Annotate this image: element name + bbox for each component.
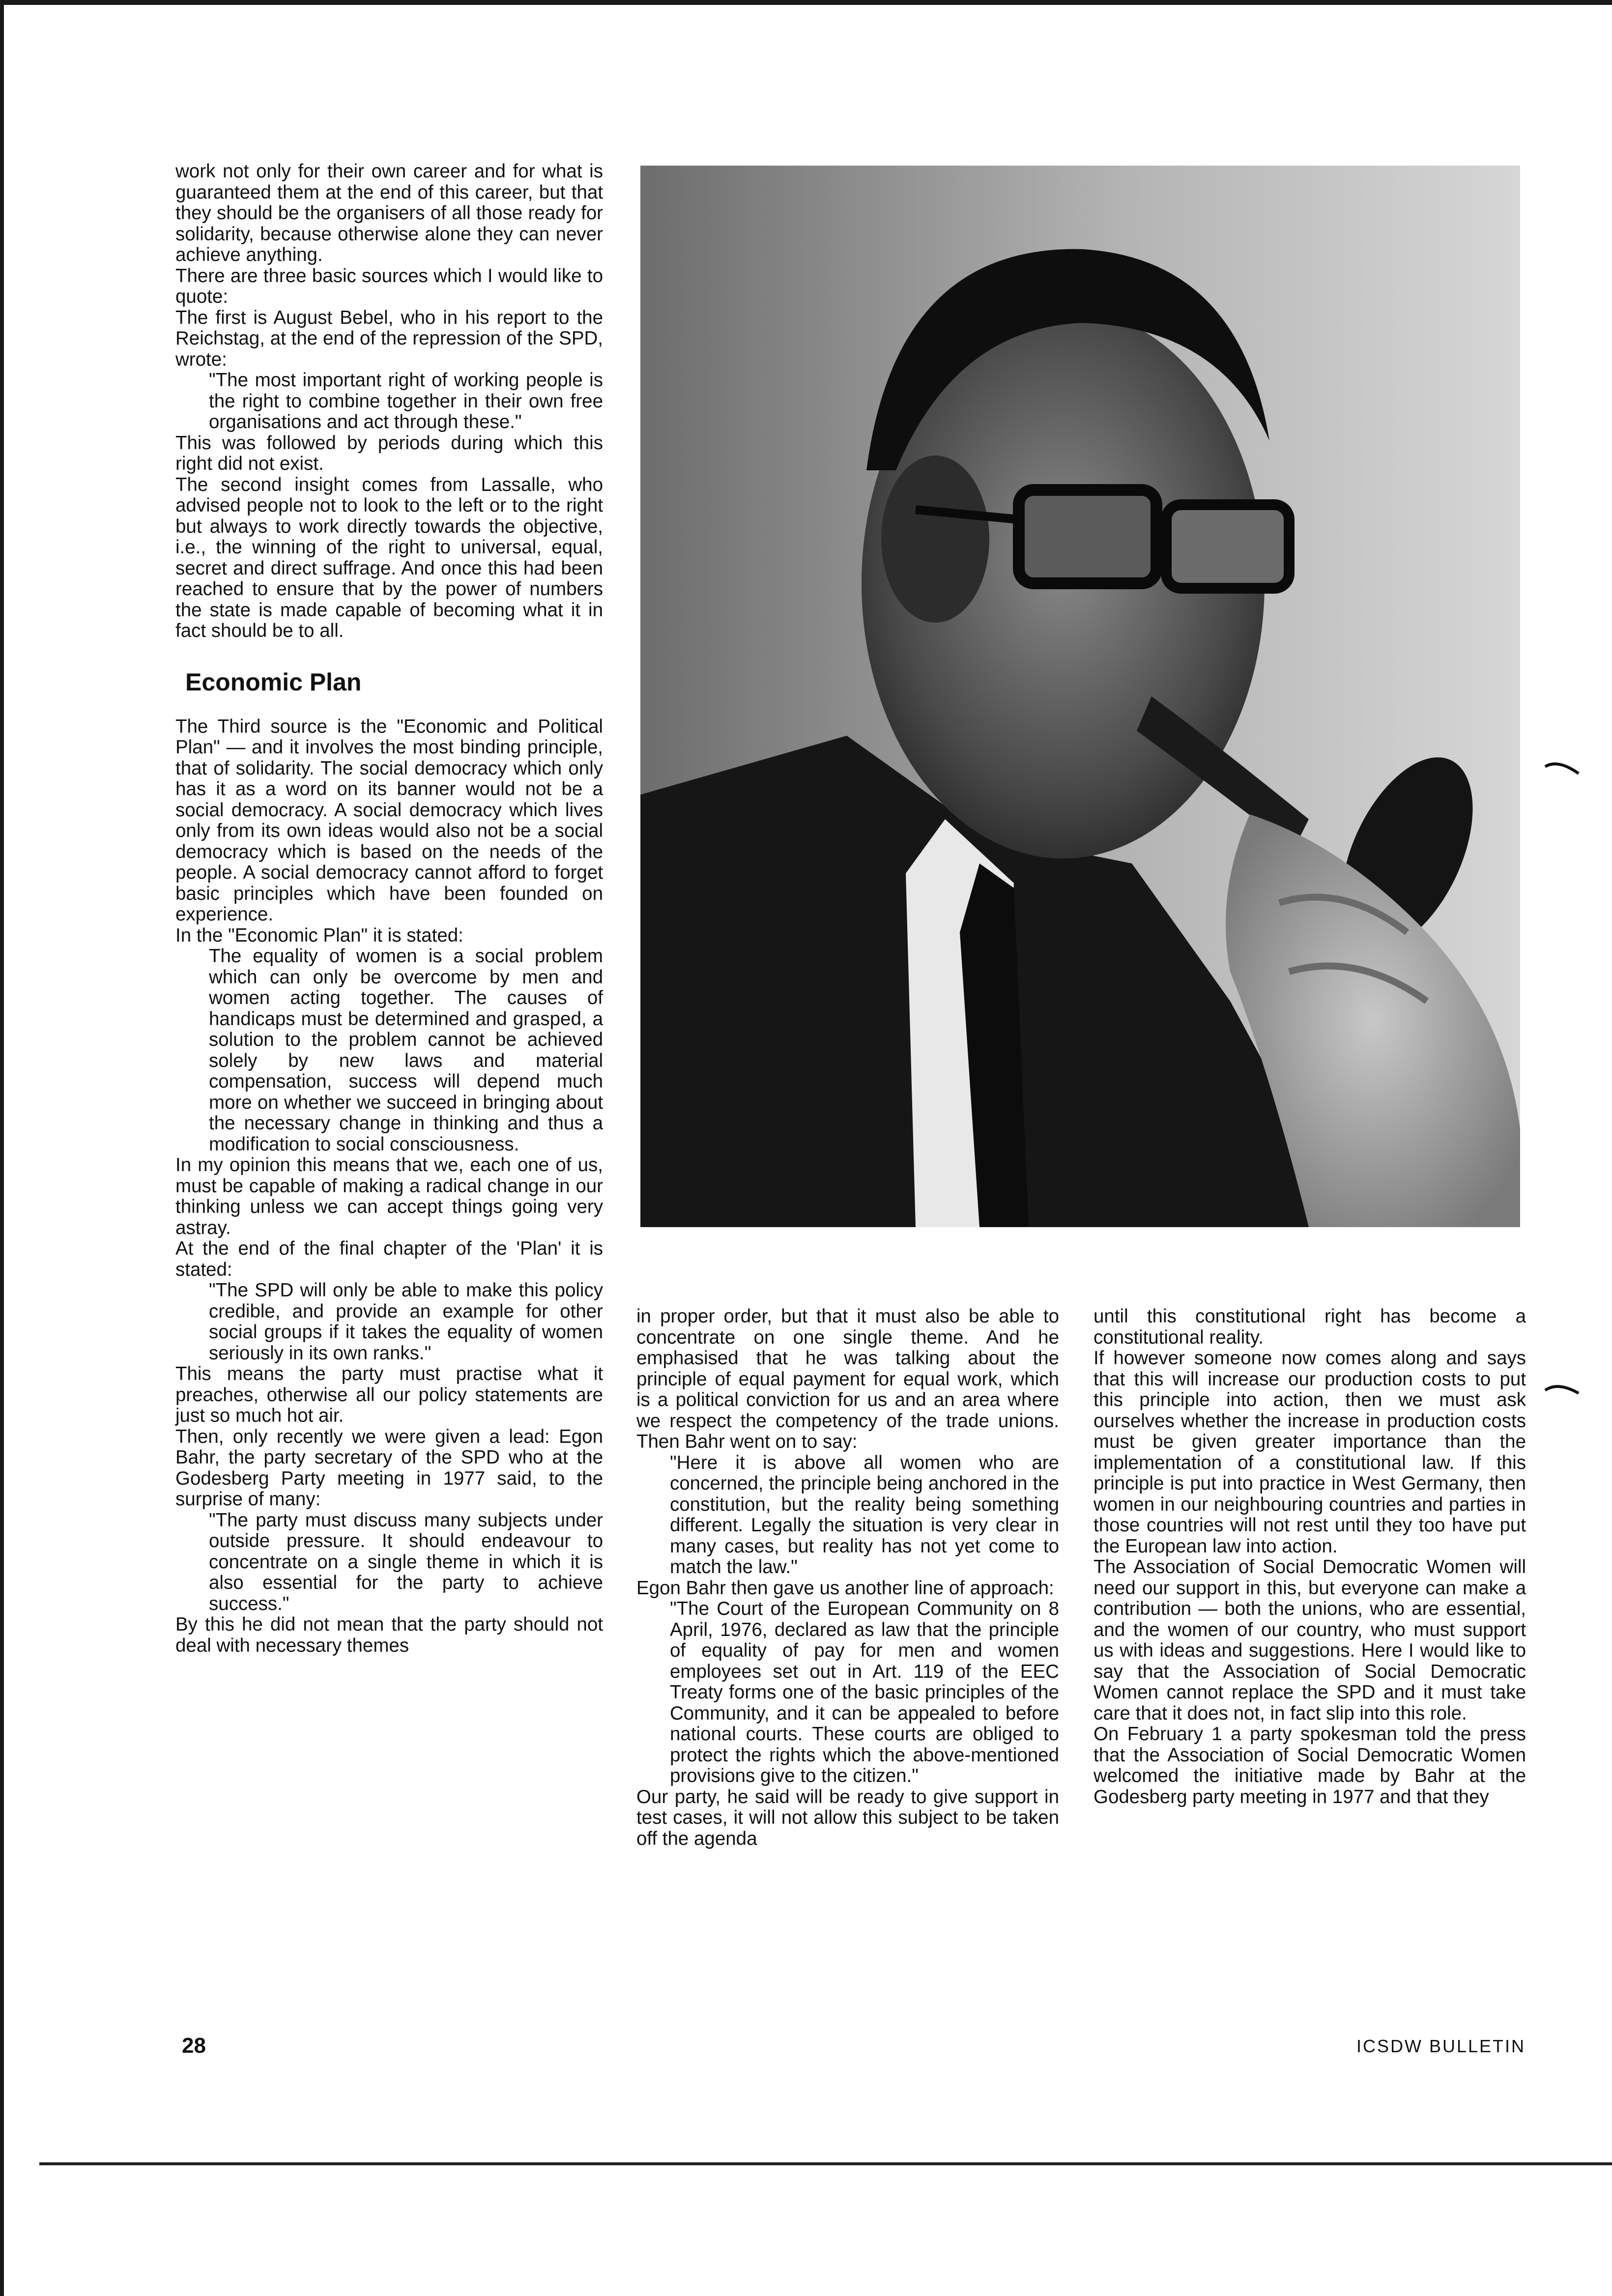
paragraph: At the end of the final chapter of the 'Plan' it is stated: xyxy=(175,1238,603,1280)
paragraph: In the "Economic Plan" it is stated: xyxy=(175,924,463,946)
block-quote: "The most important right of working people is the right to combine together in their own free organisations and act through these." xyxy=(209,370,603,432)
block-quote: "The Court of the European Community on 8 April, 1976, declared as law that the principle of equality of pay for men and women employees set out in Art. 119 of the EEC Treaty forms one of the basic principles of the Community, and it can be appealed to before national courts. These courts are obliged to protect the rights which the above-mentioned provisions give to the citizen." xyxy=(670,1598,1059,1786)
block-quote: The equality of women is a social problem which can only be overcome by men and women acting together. The causes of handicaps must be determined and grasped, a solution to the problem cannot be achieved solely by new laws and material compensation, success will depend much more on whether we succeed in bringing about the necessary change in thinking and thus a modification to social consciousness. xyxy=(209,946,603,1155)
section-heading: Economic Plan xyxy=(185,668,362,696)
paragraph: The Third source is the "Economic and Political Plan" — and it involves the most binding principle, that of solidarity. The social democracy which only has it as a word on its banner would not be a social democracy. A social democracy which lives only from its own ideas would also not be a social democracy which is based on the needs of the people. A social democracy cannot afford to forget basic principles which have been founded on experience. xyxy=(175,716,603,925)
paragraph: This was followed by periods during which this right did not exist. xyxy=(175,432,603,474)
page-frame-bottom xyxy=(39,2162,1612,2165)
block-quote: "Here it is above all women who are concerned, the principle being anchored in the constitution, but the reality being something different. Legally the situation is very clear in many cases, but reality has not yet come to match the law." xyxy=(670,1452,1059,1578)
paragraph: On February 1 a party spokesman told the press that the Association of Social Democratic Women welcomed the initiative made by Bahr at the Godesberg party meeting in 1977 and that they xyxy=(1094,1723,1526,1808)
portrait-photo xyxy=(640,166,1520,1227)
page-frame-left xyxy=(0,0,4,2296)
margin-mark-icon xyxy=(1543,757,1583,776)
paragraph: Egon Bahr then gave us another line of approach: xyxy=(636,1577,1054,1599)
paragraph: until this constitutional right has become a constitutional reality. xyxy=(1094,1306,1526,1348)
paragraph: Then, only recently we were given a lead: Egon Bahr, the party secretary of the SPD who at the Godesberg Party meeting in 1977 said, to the surprise of many: xyxy=(175,1426,603,1510)
paragraph: The Association of Social Democratic Women will need our support in this, but everyone can make a contribution — both the unions, who are essential, and the women of our country, who must support us with ideas and suggestions. Here I would like to say that the Association of Social Democratic Women cannot replace the SPD and it must take care that it does not, in fact slip into this role. xyxy=(1094,1556,1526,1724)
article-column-2 xyxy=(636,1306,1059,1849)
paragraph: Our party, he said will be ready to give support in test cases, it will not allow this subject to be taken off the agenda xyxy=(636,1786,1059,1849)
margin-mark-icon xyxy=(1543,1378,1583,1398)
block-quote: "The SPD will only be able to make this policy credible, and provide an example for other social groups if it takes the equality of women seriously in its own ranks." xyxy=(209,1280,603,1364)
paragraph: There are three basic sources which I would like to quote: xyxy=(175,265,603,307)
paragraph: In my opinion this means that we, each one of us, must be capable of making a radical change in our thinking unless we can accept things going very astray. xyxy=(175,1154,603,1238)
page-number: 28 xyxy=(182,2034,206,2058)
paragraph: in proper order, but that it must also be able to concentrate on one single theme. And he emphasised that he was talking about the principle of equal payment for equal work, which is a political conviction for us and an area where we respect the competency of the trade unions. Then Bahr went on to say: xyxy=(636,1306,1059,1452)
paragraph: If however someone now comes along and says that this will increase our production costs to put this principle into action, then we must ask ourselves whether the increase in production costs must be given greater importance than the implementation of a constitutional law. If this principle is put into practice in West Germany, then women in our neighbouring countries and parties in those countries will not rest until they too have put the European law into action. xyxy=(1094,1348,1526,1557)
paragraph: The first is August Bebel, who in his report to the Reichstag, at the end of the repression of the SPD, wrote: xyxy=(175,307,603,370)
publication-name: ICSDW BULLETIN xyxy=(1356,2036,1526,2056)
article-column-1 xyxy=(175,161,603,1656)
paragraph: This means the party must practise what it preaches, otherwise all our policy statements are just so much hot air. xyxy=(175,1363,603,1426)
paragraph: work not only for their own career and for what is guaranteed them at the end of this career, but that they should be the organisers of all those ready for solidarity, because otherwise alone they can never achieve anything. xyxy=(175,161,603,265)
page-frame-top xyxy=(0,0,1612,5)
paragraph: The second insight comes from Lassalle, who advised people not to look to the left or to the right but always to work directly towards the objective, i.e., the winning of the right to universal, equal, secret and direct suffrage. And once this had been reached to ensure that by the power of numbers the state is made capable of becoming what it in fact should be to all. xyxy=(175,474,603,641)
block-quote: "The party must discuss many subjects under outside pressure. It should endeavour to concentrate on a single theme in which it is also essential for the party to achieve success." xyxy=(209,1509,603,1614)
article-column-3 xyxy=(1094,1306,1526,1808)
paragraph: By this he did not mean that the party should not deal with necessary themes xyxy=(175,1614,603,1656)
